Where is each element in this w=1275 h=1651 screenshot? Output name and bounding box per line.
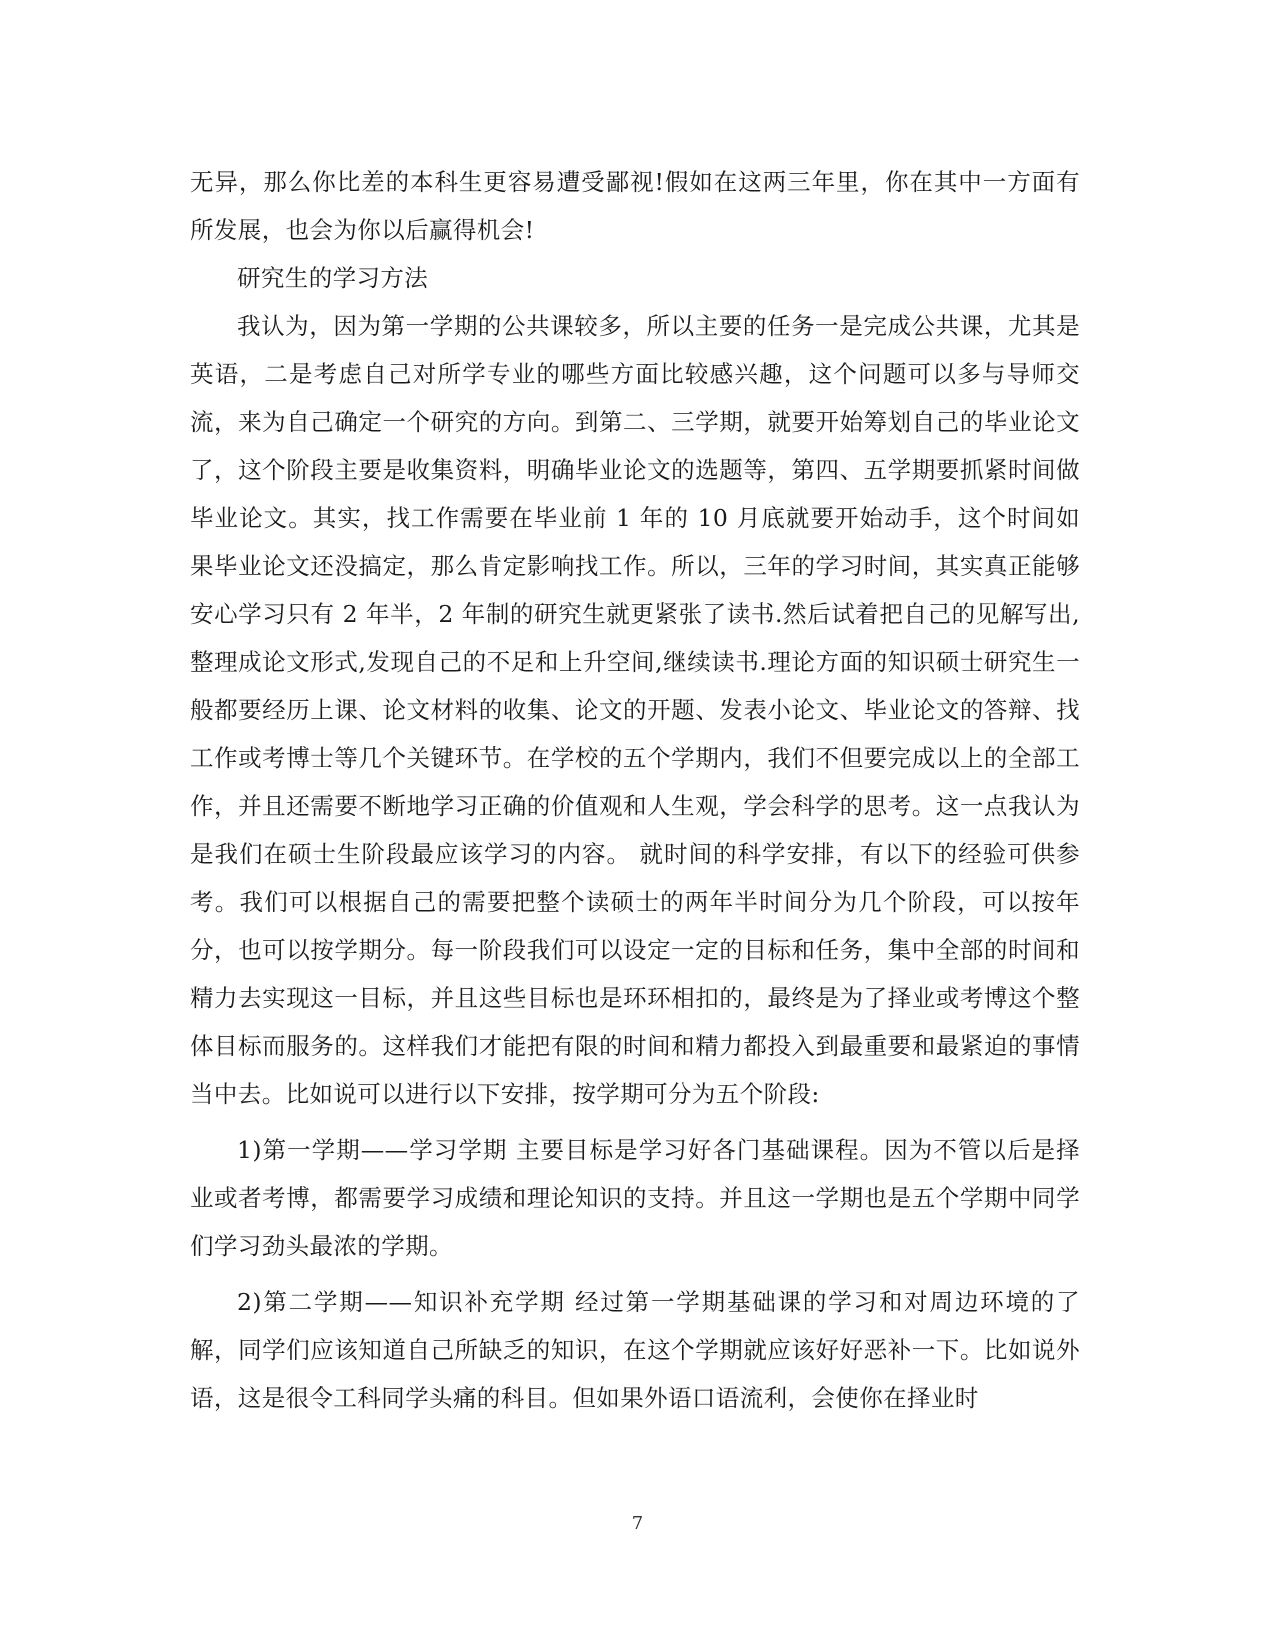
- section-heading: 研究生的学习方法: [237, 264, 429, 292]
- main-paragraph: 我认为，因为第一学期的公共课较多，所以主要的任务一是完成公共课，尤其是英语，二是考虑自己对所学专业的哪些方面比较感兴趣，这个问题可以多与导师交流，来为自己确定一个研究的方向。到第二、三学期，就要开始筹划自己的毕业论文了，这个阶段主要是收集资料，明确毕业论文的选题等，第四、五学期要抓紧时间做毕业论文。其实，找工作需要在毕业前 1 年的 10 月底就要开始动手，这个时间如果毕业论文还没搞定，那么肯定影响找工作。所以，三年的学习时间，其实真正能够安心学习只有 2 年半，2 年制的研究生就更紧张了读书.然后试着把自己的见解写出,整理成论文形式,发现自己的不足和上升空间,继续读书.理论方面的知识硕士研究生一般都要经历上课、论文材料的收集、论文的开题、发表小论文、毕业论文的答辩、找工作或考博士等几个关键环节。在学校的五个学期内，我们不但要完成以上的全部工作，并且还需要不断地学习正确的价值观和人生观，学会科学的思考。这一点我认为是我们在硕士生阶段最应该学习的内容。 就时间的科学安排，有以下的经验可供参考。我们可以根据自己的需要把整个读硕士的两年半时间分为几个阶段，可以按年分，也可以按学期分。每一阶段我们可以设定一定的目标和任务，集中全部的时间和精力去实现这一目标，并且这些目标也是环环相扣的，最终是为了择业或考博这个整体目标而服务的。这样我们才能把有限的时间和精力都投入到最重要和最紧迫的事情当中去。比如说可以进行以下安排，按学期可分为五个阶段:: [190, 312, 1080, 1108]
- stage-2-paragraph: 2)第二学期——知识补充学期 经过第一学期基础课的学习和对周边环境的了解，同学们应该知道自己所缺乏的知识，在这个学期就应该好好恶补一下。比如说外语，这是很令工科同学头痛的科目。但如果外语口语流利，会使你在择业时: [190, 1288, 1080, 1412]
- document-body: [190, 158, 1080, 1422]
- continuation-paragraph: 无异，那么你比差的本科生更容易遭受鄙视!假如在这两三年里，你在其中一方面有所发展，也会为你以后赢得机会!: [190, 168, 1080, 244]
- page-number: 7: [631, 1513, 644, 1534]
- stage-1-paragraph: 1)第一学期——学习学期 主要目标是学习好各门基础课程。因为不管以后是择业或者考博，都需要学习成绩和理论知识的支持。并且这一学期也是五个学期中同学们学习劲头最浓的学期。: [190, 1136, 1080, 1260]
